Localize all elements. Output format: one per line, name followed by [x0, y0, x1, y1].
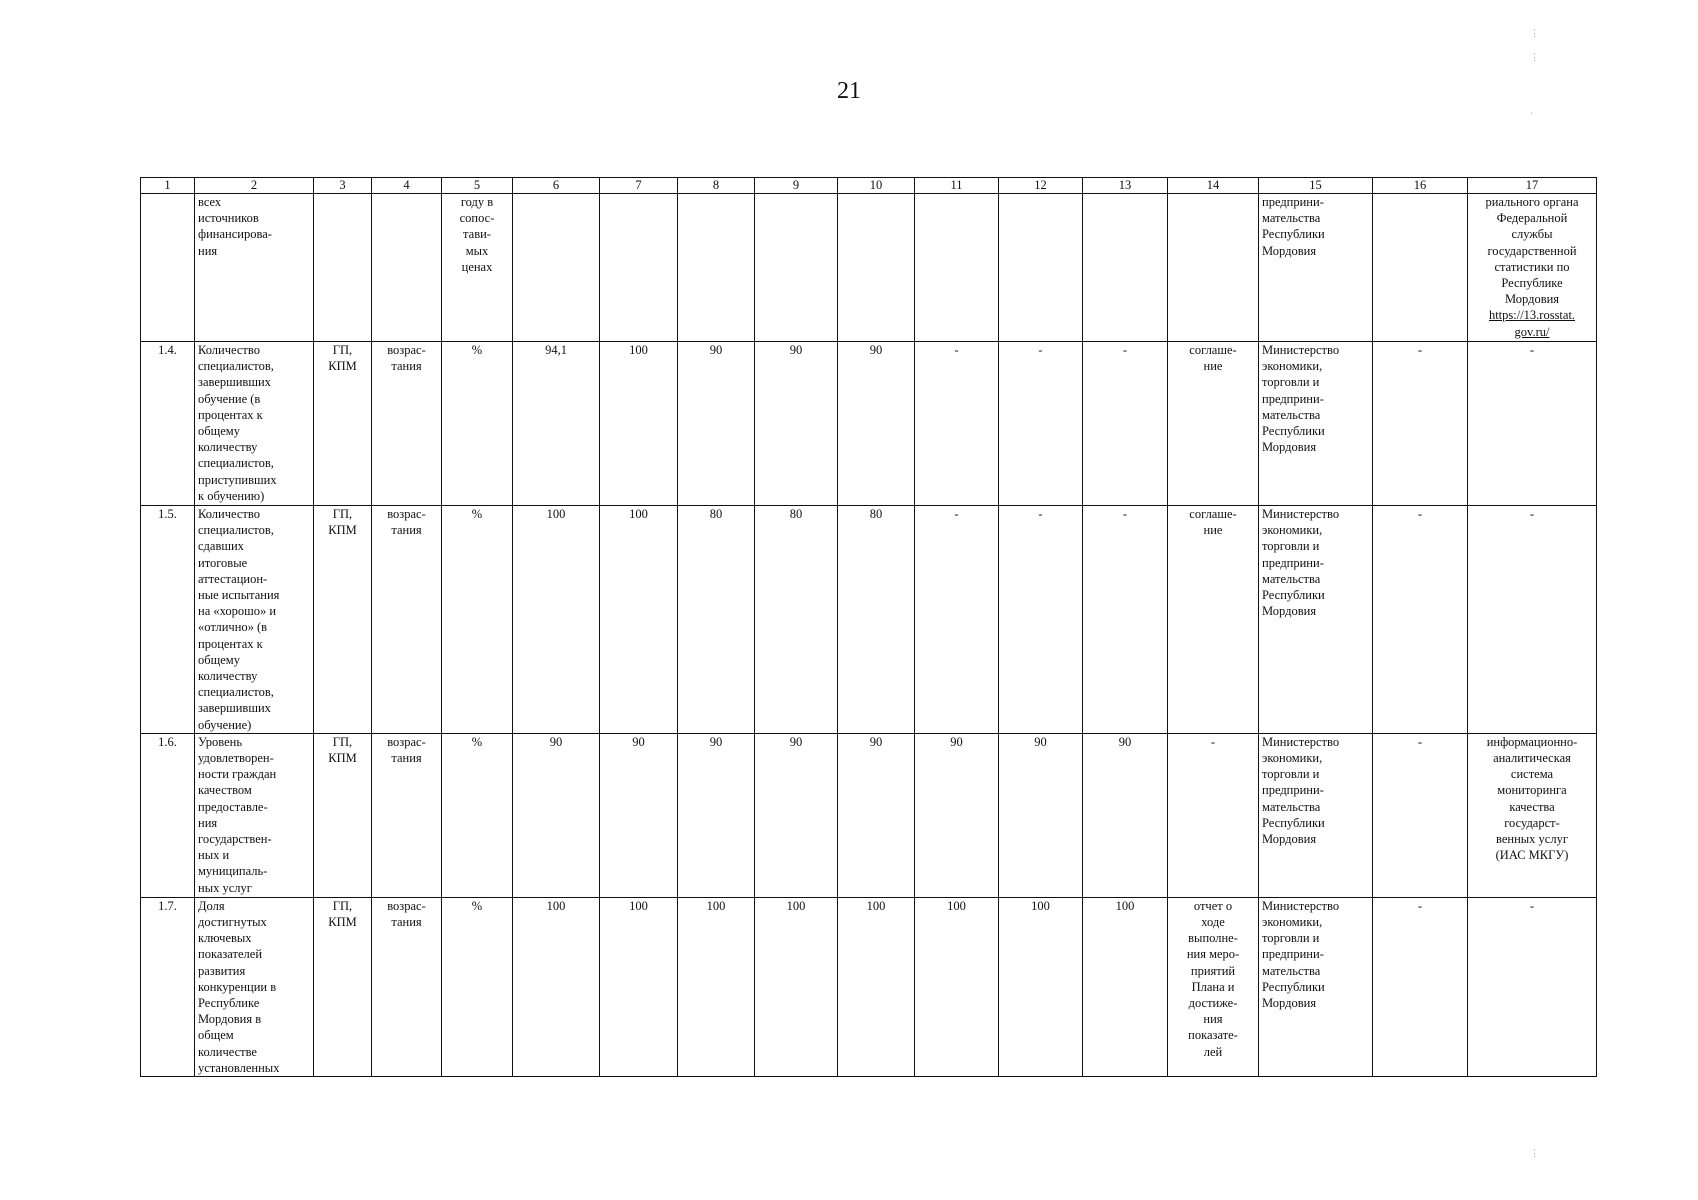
value-cell: - [1373, 733, 1468, 897]
row-number: 1.5. [141, 506, 195, 734]
unit: % [442, 342, 513, 506]
value-cell [755, 194, 838, 342]
value-cell: 100 [678, 897, 755, 1076]
value-cell: 100 [513, 506, 600, 734]
value-cell: 80 [678, 506, 755, 734]
column-number: 9 [755, 178, 838, 194]
source-cell: - [1468, 342, 1597, 506]
value-cell: 90 [838, 342, 915, 506]
source-cell: - [1468, 897, 1597, 1076]
value-cell [838, 194, 915, 342]
value-cell: - [1083, 342, 1168, 506]
indicator-name: Количество специалистов, сдавших итоговые аттестацион- ные испытания на «хорошо» и «отлично» (в процентах к общему количеству специалистов, завершивших обучение) [195, 506, 314, 734]
value-cell: - [915, 506, 999, 734]
column-number: 4 [372, 178, 442, 194]
value-cell: 100 [838, 897, 915, 1076]
scan-artifact: ⋮ [1530, 1148, 1539, 1158]
value-cell: - [999, 342, 1083, 506]
value-cell: - [915, 342, 999, 506]
indicator-name: Уровень удовлетворен- ности граждан качеством предоставле- ния государствен- ных и муниципаль- ных услуг [195, 733, 314, 897]
column-number: 15 [1259, 178, 1373, 194]
trend: возрас- тания [372, 342, 442, 506]
value-cell: - [1373, 342, 1468, 506]
value-cell: 90 [838, 733, 915, 897]
column-number: 8 [678, 178, 755, 194]
value-cell: 90 [513, 733, 600, 897]
column-number: 2 [195, 178, 314, 194]
unit: % [442, 897, 513, 1076]
value-cell: 80 [838, 506, 915, 734]
document-type: ГП, КПМ [314, 733, 372, 897]
indicators-table [140, 177, 1597, 1077]
basis-cell: соглаше- ние [1168, 342, 1259, 506]
value-cell: 100 [999, 897, 1083, 1076]
unit: % [442, 733, 513, 897]
value-cell [600, 194, 678, 342]
indicator-name: Количество специалистов, завершивших обучение (в процентах к общему количеству специалистов, приступивших к обучению) [195, 342, 314, 506]
value-cell [1373, 194, 1468, 342]
value-cell: - [999, 506, 1083, 734]
source-text: риального органа Федеральной службы государственной статистики по Республике Мордовия [1485, 195, 1579, 307]
source-cell: информационно- аналитическая система мониторинга качества государст- венных услуг (ИАС МКГУ) [1468, 733, 1597, 897]
source-link[interactable]: https://13.rosstat. gov.ru/ [1488, 308, 1576, 339]
responsible-cell: Министерство экономики, торговли и предприни- мательства Республики Мордовия [1259, 506, 1373, 734]
column-number: 6 [513, 178, 600, 194]
column-number: 13 [1083, 178, 1168, 194]
value-cell: 90 [678, 733, 755, 897]
value-cell: 100 [600, 342, 678, 506]
scan-artifact: ⋮ [1530, 52, 1539, 62]
basis-cell: соглаше- ние [1168, 506, 1259, 734]
row-number: 1.7. [141, 897, 195, 1076]
unit: году в сопос- тави- мых ценах [442, 194, 513, 342]
scan-artifact: ⋮ [1530, 28, 1539, 38]
document-type: ГП, КПМ [314, 342, 372, 506]
value-cell [513, 194, 600, 342]
basis-cell: - [1168, 733, 1259, 897]
row-number: 1.4. [141, 342, 195, 506]
column-number: 12 [999, 178, 1083, 194]
row-number: 1.6. [141, 733, 195, 897]
table-row [141, 897, 1597, 1076]
table-row [141, 342, 1597, 506]
row-number [141, 194, 195, 342]
scan-artifact: · [1530, 108, 1533, 118]
column-number: 3 [314, 178, 372, 194]
table-row [141, 733, 1597, 897]
value-cell [1083, 194, 1168, 342]
basis-cell [1168, 194, 1259, 342]
indicator-name: всех источников финансирова- ния [195, 194, 314, 342]
document-type: ГП, КПМ [314, 506, 372, 734]
column-number: 10 [838, 178, 915, 194]
basis-cell: отчет о ходе выполне- ния меро- приятий Плана и достиже- ния показате- лей [1168, 897, 1259, 1076]
value-cell: 80 [755, 506, 838, 734]
trend [372, 194, 442, 342]
value-cell: - [1083, 506, 1168, 734]
column-number: 7 [600, 178, 678, 194]
responsible-cell: Министерство экономики, торговли и предприни- мательства Республики Мордовия [1259, 342, 1373, 506]
document-type [314, 194, 372, 342]
value-cell: - [1373, 506, 1468, 734]
document-type: ГП, КПМ [314, 897, 372, 1076]
value-cell: 90 [600, 733, 678, 897]
column-number-row [141, 178, 1597, 194]
value-cell: 100 [1083, 897, 1168, 1076]
value-cell: 94,1 [513, 342, 600, 506]
value-cell: 90 [678, 342, 755, 506]
responsible-cell: предприни- мательства Республики Мордовия [1259, 194, 1373, 342]
value-cell: 90 [755, 733, 838, 897]
column-number: 16 [1373, 178, 1468, 194]
trend: возрас- тания [372, 733, 442, 897]
trend: возрас- тания [372, 897, 442, 1076]
column-number: 14 [1168, 178, 1259, 194]
responsible-cell: Министерство экономики, торговли и предприни- мательства Республики Мордовия [1259, 733, 1373, 897]
value-cell: 100 [600, 506, 678, 734]
column-number: 11 [915, 178, 999, 194]
value-cell [915, 194, 999, 342]
value-cell: 90 [755, 342, 838, 506]
value-cell: 100 [755, 897, 838, 1076]
value-cell: 100 [513, 897, 600, 1076]
indicator-name: Доля достигнутых ключевых показателей развития конкуренции в Республике Мордовия в общем количестве установленных [195, 897, 314, 1076]
table-row-continuation [141, 194, 1597, 342]
value-cell: 100 [915, 897, 999, 1076]
value-cell: 90 [915, 733, 999, 897]
value-cell: 90 [1083, 733, 1168, 897]
value-cell: 100 [600, 897, 678, 1076]
source-cell: - [1468, 506, 1597, 734]
column-number: 5 [442, 178, 513, 194]
trend: возрас- тания [372, 506, 442, 734]
page-number: 21 [837, 78, 861, 104]
value-cell [678, 194, 755, 342]
value-cell: - [1373, 897, 1468, 1076]
responsible-cell: Министерство экономики, торговли и предприни- мательства Республики Мордовия [1259, 897, 1373, 1076]
column-number: 1 [141, 178, 195, 194]
value-cell: 90 [999, 733, 1083, 897]
column-number: 17 [1468, 178, 1597, 194]
source-cell [1468, 194, 1597, 342]
value-cell [999, 194, 1083, 342]
unit: % [442, 506, 513, 734]
table-row [141, 506, 1597, 734]
